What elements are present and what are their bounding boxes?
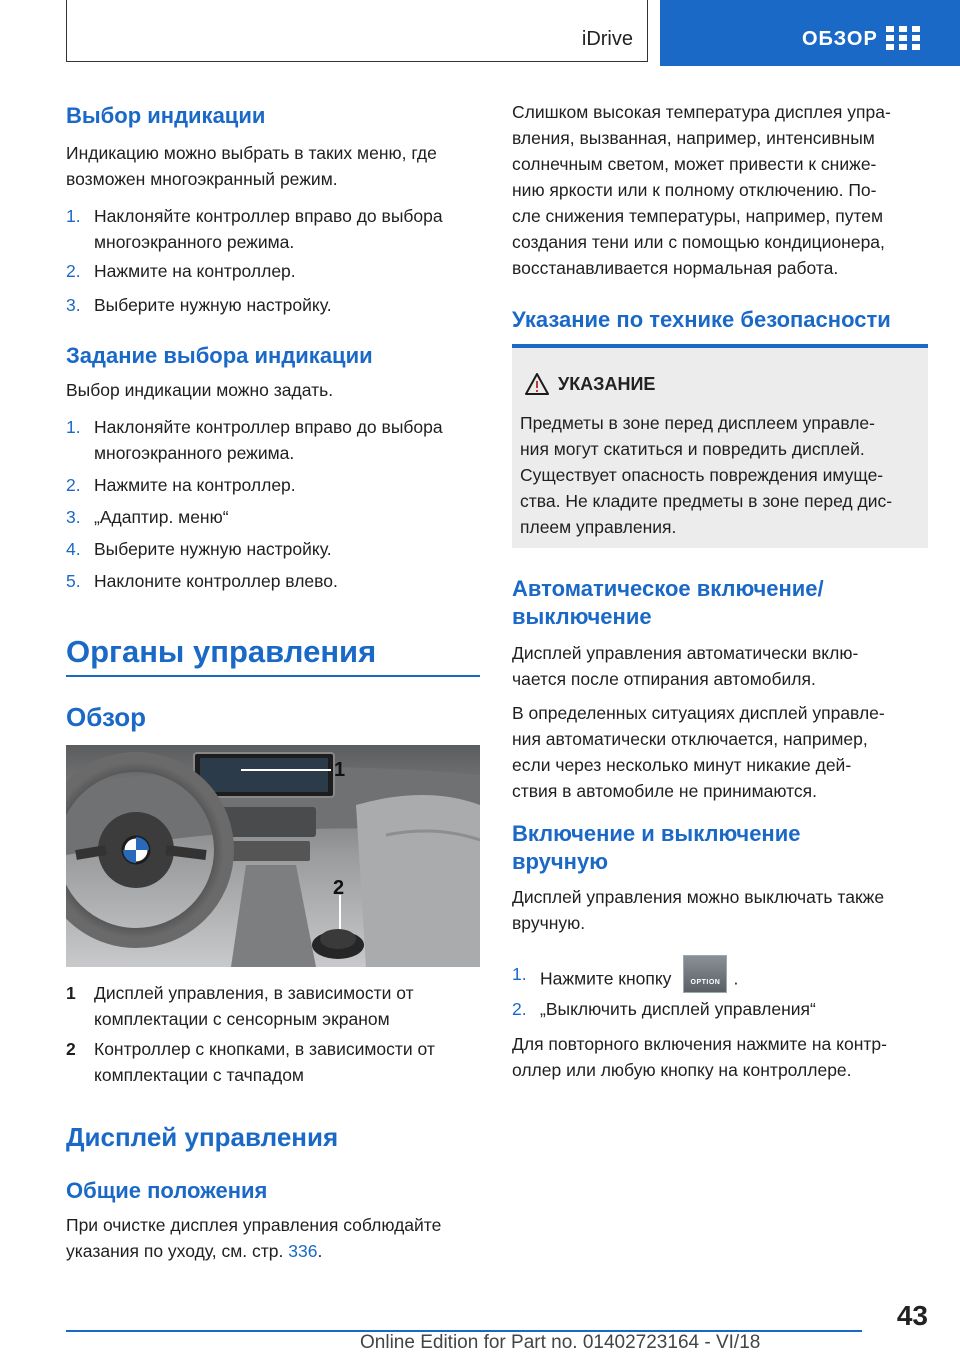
body-line: ствия в автомобиле не принимаются. [512,781,817,801]
body-line: При очистке дисплея управления соблюдайте [66,1215,442,1235]
step-number: 1. [512,964,527,984]
section-title-manual-on-off: Включение и выключение вручную [512,821,801,874]
body-line: ния автоматически отключается, например, [512,729,868,749]
body-line: указания по уходу, см. стр. 336. [66,1241,323,1261]
body-line: Дисплей управления автоматически вклю- [512,643,859,663]
body-line: Слишком высокая температура дисплея упра- [512,102,891,122]
caption-item [66,980,480,1032]
list-item [66,536,480,562]
step-number: 4. [66,539,81,559]
body-line: Дисплей управления можно выключать также [512,887,885,907]
step-number: 2. [66,475,81,495]
body-line: восстанавливается нормальная работа. [512,258,839,278]
body-line: солнечным светом, может привести к сниже- [512,154,877,174]
header-chapter-tab[interactable] [660,0,960,66]
list-item [66,292,480,318]
option-button-icon: OPTION [683,955,727,993]
caption-number: 2 [66,1039,76,1059]
page-reference-link[interactable]: 336 [288,1241,318,1261]
header-section-label: iDrive [581,28,633,50]
body-line: В определенных ситуациях дисплей управле- [512,703,885,723]
page-number: 43 [896,1300,928,1331]
chapter-title-controls: Органы управления [66,634,377,669]
list-item [512,996,928,1022]
title-rule [66,675,480,677]
body-line: Для повторного включения нажмите на контр- [512,1034,887,1054]
step-text: Наклоняйте контроллер вправо до выбора многоэкранного режима. [94,206,443,252]
step-number: 1. [66,206,81,226]
step-text: Нажмите кнопку OPTION . [540,961,928,999]
step-number: 1. [66,417,81,437]
intro-line: возможен многоэкранный режим. [66,169,338,189]
caption-text: Контроллер с кнопками, в зависимости от комплектации с тачпадом [94,1039,435,1085]
section-title-safety: Указание по технике безопасности [512,307,891,332]
section-title-control-display: Дисплей управления [66,1122,339,1152]
warning-box [512,344,928,548]
step-text: Наклоните контроллер влево. [94,571,338,591]
list-item [66,568,480,594]
body-line: нию яркости или к полному отключению. По- [512,180,877,200]
step-number: 2. [66,261,81,281]
list-item [66,203,480,255]
step-text: Нажмите на контроллер. [94,261,296,281]
body-line: создания тени или с помощью кондиционера, [512,232,885,252]
step-number: 5. [66,571,81,591]
list-item [66,504,480,530]
warning-title: УКАЗАНИЕ [558,374,656,394]
list-item [66,472,480,498]
warning-text: Предметы в зоне перед дисплеем управле- ния могут скатиться и повредить дисплей. Существует опасность повреждения имуще- ства. Не кладите предметы в зоне перед дис- плеем управления. [520,413,893,537]
intro-line: Индикацию можно выбрать в таких меню, где [66,143,437,163]
step-number: 3. [66,507,81,527]
step-number: 3. [66,295,81,315]
section-title-overview: Обзор [66,702,146,732]
caption-number: 1 [66,983,76,1003]
cockpit-photo [66,745,480,967]
callout-number: 1 [334,759,346,781]
intro-line: Выбор индикации можно задать. [66,380,334,400]
list-item [512,961,928,991]
body-line: если через несколько минут никакие дей- [512,755,852,775]
body-line: чается после отпирания автомобиля. [512,669,816,689]
body-line: вления, вызванная, например, интенсивным [512,128,875,148]
list-item [66,414,480,466]
caption-text: Дисплей управления, в зависимости от комплектации с сенсорным экраном [94,983,414,1029]
edition-note: Online Edition for Part no. 01402723164 - VI/18 [360,1332,761,1353]
step-text: Нажмите на контроллер. [94,475,296,495]
callout-number: 2 [333,877,345,899]
step-text: Выберите нужную настройку. [94,295,332,315]
section-title-select-display: Выбор индикации [66,103,266,128]
section-title-set-display: Задание выбора индикации [66,343,373,368]
warning-triangle-icon [524,372,550,396]
step-text: Выберите нужную настройку. [94,539,332,559]
step-number: 2. [512,999,527,1019]
body-line: оллер или любую кнопку на контроллере. [512,1060,852,1080]
section-title-auto-on-off: Автоматическое включение/ выключение [512,576,824,629]
step-text: „Выключить дисплей управления“ [540,999,816,1019]
grid-menu-icon [886,26,920,52]
header-frame [66,0,648,62]
chapter-tab-label: ОБЗОР [802,28,878,50]
caption-item [66,1036,480,1088]
subsection-title-general: Общие положения [66,1178,268,1203]
list-item [66,258,480,284]
body-line: вручную. [512,913,586,933]
step-text: „Адаптир. меню“ [94,507,229,527]
step-text: Наклоняйте контроллер вправо до выбора многоэкранного режима. [94,417,443,463]
body-line: сле снижения температуры, например, путем [512,206,884,226]
